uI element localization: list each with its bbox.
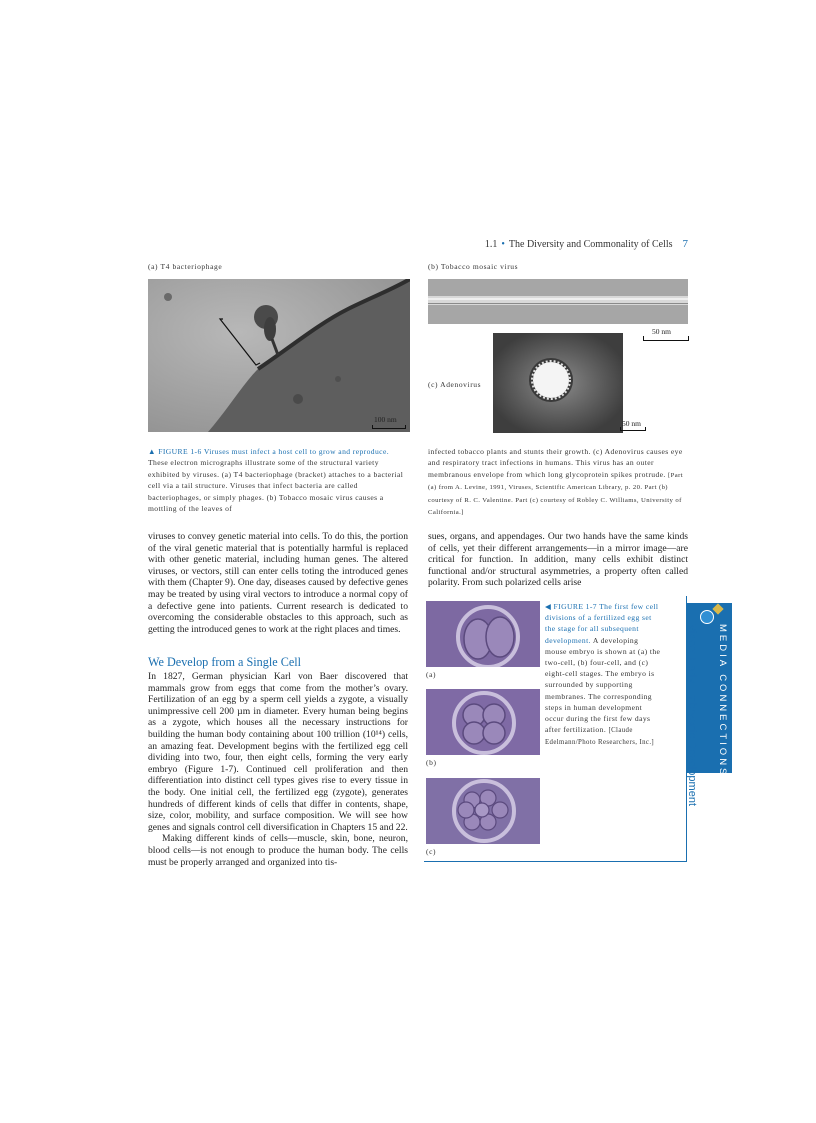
paragraph: Making different kinds of cells—muscle, skin, bone, neuron, blood cells—is not enough to produce the human body. The cells must be properly arranged and organized into tis-: [148, 833, 408, 868]
figure-1-7-credit: [Claude Edelmann/Photo Researchers, Inc.]: [545, 727, 655, 747]
section-title: The Diversity and Commonality of Cells: [508, 239, 673, 250]
figure-1-7b-label: (b): [426, 758, 437, 767]
tobacco-mosaic-virus-micrograph: [428, 279, 688, 324]
media-connections-label: MEDIA CONNECTIONS: [717, 624, 728, 778]
paragraph: In 1827, German physician Karl von Baer discovered that mammals grow from eggs that come from the mother’s ovary. Fertilization of an egg by a sperm cell yields a zygote, a visually unimpressive cell 200 µm in diameter. Every human being begins as a zygote, which houses all the necessary instructions for building the human body containing about 100 trillion (10¹⁴) cells, an amazing feat. Development begins with the fertilized egg cell dividing into two, four, then eight cells, forming the very early embryo (Figure 1-7). Continued cell proliferation and then differentiation into distinct cell types gives rise to every tissue in the body. One initial cell, the fertilized egg (zygote), generates hundreds of different kinds of cells that differ in contents, shape, size, color, mobility, and surface composition. We will see how genes and signals control cell diversification in Chapters 15 and 22.: [148, 671, 408, 833]
figure-1-6b-label: (b) Tobacco mosaic virus: [428, 262, 519, 271]
running-header: [485, 238, 688, 250]
paragraph: viruses to convey genetic material into cells. To do this, the portion of the viral genetic material that is potentially harmful is replaced with other genetic material, including human genes. The altered viruses, or vectors, still can enter cells toting the introduced genes with them (Chapter 9). One day, diseases caused by defective genes may be treated by using viral vectors to introduce a normal copy of a defective gene into patients. Current research is dedicated to overcoming the considerable obstacles to this approach, such as getting the introduced genes to work at the right places and times.: [148, 531, 408, 635]
section-number: 1.1: [484, 239, 498, 250]
scale-label-a: 100 nm: [374, 415, 397, 424]
t4-micrograph-svg: [148, 279, 410, 432]
figure-1-6-caption-right: [428, 446, 690, 518]
tmv-micrograph-svg: [428, 279, 688, 324]
t4-bacteriophage-micrograph: [148, 279, 410, 432]
adenovirus-micrograph-svg: [493, 333, 623, 433]
figure-1-6a-label: (a) T4 bacteriophage: [148, 262, 223, 271]
left-column-para-2: [148, 671, 408, 868]
media-connection-frame: [424, 596, 687, 862]
figure-1-7a-label: (a): [426, 670, 437, 679]
paragraph: sues, organs, and appendages. Our two hands have the same kinds of cells, yet their different arrangements—in a mirror image—are critical for function. In addition, many cells exhibit distinct functional and/or structural asymmetries, a property often called polarity. From such polarized cells arise: [428, 531, 688, 589]
media-video-link[interactable]: Video: Early Embryonic Development: [686, 624, 698, 806]
figure-1-7-text: A developing mouse embryo is shown at (a) the two-cell, (b) four-cell, and (c) eight-cell stages. The embryo is surrounded by supporting membranes. The corresponding steps in human development occur during the first few days after fertilization.: [545, 635, 661, 735]
page-number: 7: [682, 238, 688, 250]
scale-label-b: 50 nm: [652, 327, 671, 336]
figure-1-6-text-cont: infected tobacco plants and stunts their growth. (c) Adenovirus causes eye and respiratory tract infections in humans. This virus has an outer membranous envelope from which long glycoprotein spikes protrude.: [428, 447, 683, 479]
figure-1-7c-label: (c): [426, 847, 437, 856]
left-column-para-1: [148, 531, 408, 635]
right-column-para-1: [428, 531, 688, 589]
bullet-icon: •: [501, 239, 505, 250]
adenovirus-micrograph: [493, 333, 623, 433]
figure-1-6-text: These electron micrographs illustrate some of the structural variety exhibited by viruses. (a) T4 bacteriophage (bracket) attaches to a bacterial cell via a tail structure. Viruses that infect bacteria are called bacteriophages, or simply phages. (b) Tobacco mosaic virus causes a mottling of the leaves of: [148, 458, 404, 514]
cd-icon: [700, 610, 714, 624]
figure-1-6-title: ▲ FIGURE 1-6 Viruses must infect a host cell to grow and reproduce.: [148, 447, 390, 456]
scale-bar-a: [372, 425, 406, 429]
figure-1-7-title: ◀ FIGURE 1-7 The first few cell divisions of a fertilized egg set the stage for all subsequent development.: [545, 602, 659, 645]
scale-label-c: 50 nm: [622, 419, 641, 428]
figure-1-6-credit: [Part (a) from A. Levine, 1991, Viruses, Scientific American Library, p. 20. Part (b) courtesy of R. C. Valentine. Part (c) courtesy of Robley C. Williams, University of California.]: [428, 471, 684, 517]
figure-1-6-caption-left: [148, 446, 410, 514]
section-heading: We Develop from a Single Cell: [148, 655, 302, 669]
figure-1-6c-label: (c) Adenovirus: [428, 380, 482, 389]
scale-bar-b: [643, 336, 689, 341]
